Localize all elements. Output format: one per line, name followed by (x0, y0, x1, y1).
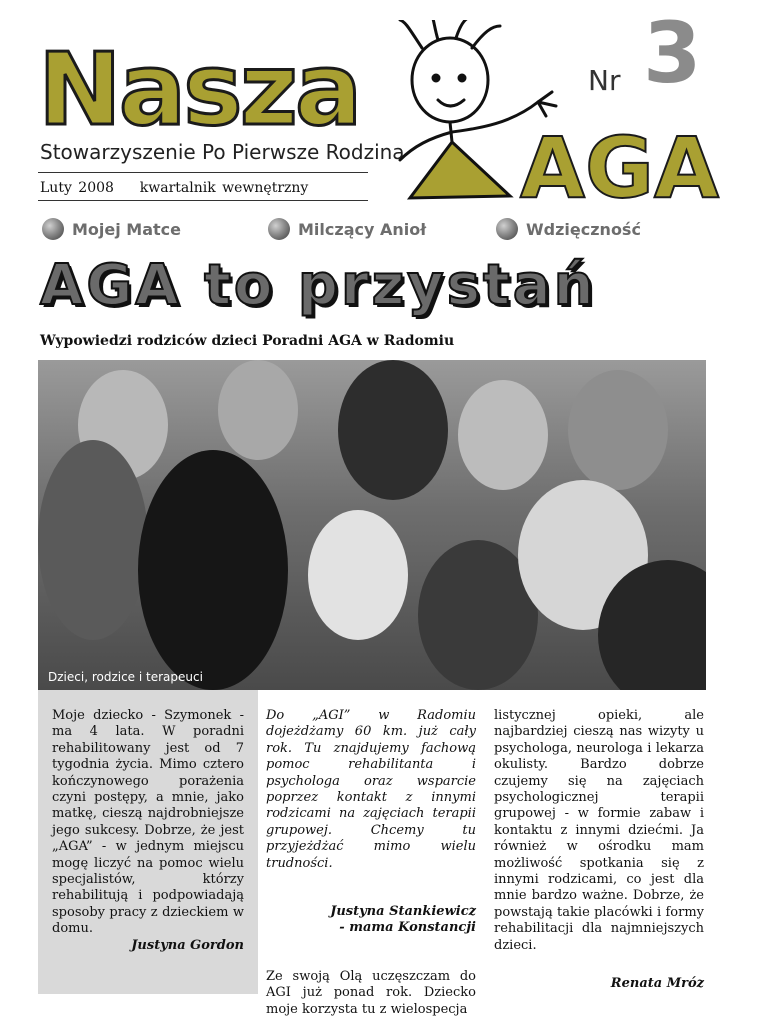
article-column-1 (52, 708, 244, 954)
topic-label: Milczący Anioł (298, 219, 427, 239)
masthead-subtitle: Stowarzyszenie Po Pierwsze Rodzina (40, 140, 405, 164)
photo-caption: Dzieci, rodzice i terapeuci (48, 670, 203, 684)
topic-mojej-matce[interactable] (42, 218, 181, 240)
article-3-signature: Renata Mróz (610, 976, 704, 992)
topic-wdziecznosc[interactable] (496, 218, 641, 240)
aga-logo-text: AGA (520, 119, 719, 217)
group-photo (38, 360, 706, 690)
masthead-date-line (40, 180, 308, 196)
article-2-signature-role: - mama Konstancji (339, 920, 476, 936)
issue-date: Luty 2008 (40, 180, 114, 196)
masthead-title: Nasza (38, 31, 360, 148)
article-column-3 (494, 708, 704, 993)
topic-milczacy-aniol[interactable] (268, 218, 426, 240)
topic-label: Mojej Matce (72, 219, 182, 239)
article-column-2 (266, 708, 476, 1018)
headline: AGA to przystań (40, 253, 597, 318)
globe-icon (42, 218, 64, 240)
deck: Wypowiedzi rodziców dzieci Poradni AGA w Radomiu (40, 333, 455, 349)
globe-icon (496, 218, 518, 240)
article-1-text: Moje dziecko - Szymonek - ma 4 lata. W poradni rehabilitowany jest od 7 tygodnia życia. Mimo cztero kończynowego porażenia czyni postępy, a mnie, jako matkę, cieszą najdrobniejsze jego sukcesy. Dobrze, że jest „AGA” - w jednym miejscu mogę liczyć na pomoc wielu specjalistów, którzy rehabilitują i podpowiadają sposoby pracy z dzieckiem w domu. (52, 708, 244, 937)
article-2-quote: Do „AGI” w Radomiu dojeżdżamy 60 km. już cały rok. Tu znajdujemy fachową pomoc rehabilitanta i psychologa oraz wsparcie poprzez kontakt z innymi rodzicami na zajęciach terapii grupowej. Chcemy tu przyjeżdżać mimo wielu trudności. (266, 708, 476, 871)
topic-label: Wdzięczność (526, 219, 641, 239)
globe-icon (268, 218, 290, 240)
issue-frequency: kwartalnik wewnętrzny (139, 180, 309, 196)
article-3-text: listycznej opieki, ale najbardziej cieszą nas wizyty u psychologa, neurologa i lekarza okulisty. Bardzo dobrze czujemy się na zajęciach psychologicznej terapii grupowej - w formie zabaw i kontaktu z innymi dziećmi. Ja również w ośrodku mam możliwość spotkania się z innymi rodzicami, co jest dla mnie bardzo ważne. Dobrze, że powstają takie placówki i formy rehabilitacji dla najmniejszych dzieci. (494, 708, 704, 953)
masthead-divider-top (38, 172, 368, 173)
article-2-text: Ze swoją Olą uczęszczam do AGI już ponad rok. Dziecko moje korzysta tu z wielospecja (266, 968, 476, 1017)
masthead-divider-bottom (38, 200, 368, 201)
article-1-signature: Justyna Gordon (131, 937, 244, 953)
article-2-signature-name: Justyna Stankiewicz (330, 904, 476, 920)
issue-number: 3 (643, 4, 702, 102)
issue-label: Nr (588, 64, 621, 97)
